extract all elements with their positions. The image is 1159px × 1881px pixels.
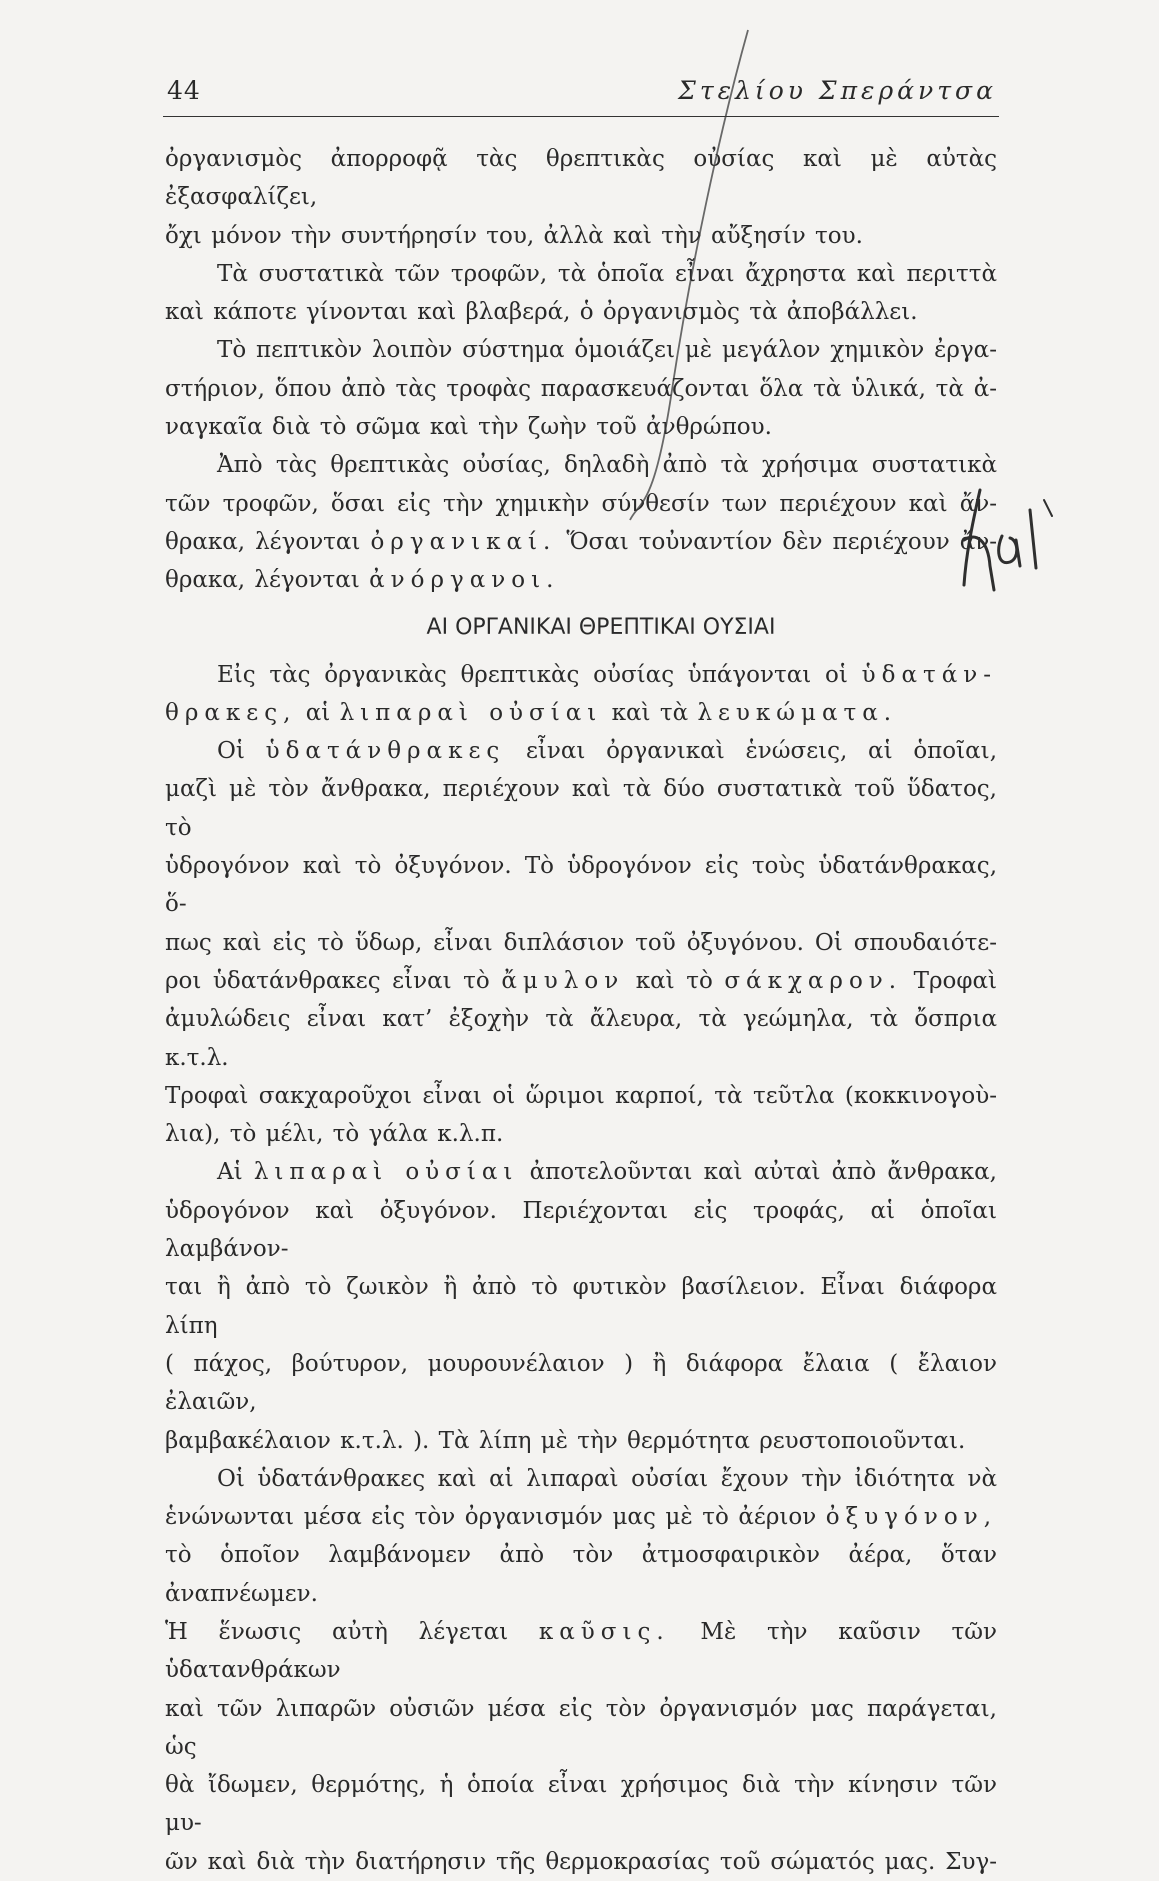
- text-line: στήριον, ὅπου ἀπὸ τὰς τροφὰς παρασκευάζονται ὅλα τὰ ὑλικά, τὰ ἀ-: [165, 375, 997, 402]
- text-run: Οἱ: [217, 738, 245, 765]
- spaced-term: ὑδατάν-: [861, 661, 997, 688]
- text-line: ὄχι μόνον τὴν συντήρησίν του, ἀλλὰ καὶ τὴν αὔξησίν του.: [165, 222, 863, 249]
- text-run: Αἱ: [217, 1159, 243, 1186]
- text-line: [165, 732, 997, 770]
- spaced-term: σάκχαρον.: [724, 967, 903, 994]
- spaced-term: ὑδατάνθρακες: [265, 738, 506, 765]
- text-run: Ἡ ἕνωσις αὐτὴ λέγεται: [165, 1618, 509, 1645]
- text-line: ὑδρογόνον καὶ ὀξυγόνον. Περιέχονται εἰς τροφάς, αἱ ὁποῖαι λαμβάνον-: [165, 1197, 997, 1263]
- text-line: [165, 656, 997, 694]
- running-head: Στελίου Σπεράντσα: [678, 76, 997, 105]
- text-line: τῶν τροφῶν, ὅσαι εἰς τὴν χημικὴν σύνθεσίν των περιέχουν καὶ ἄν-: [165, 490, 997, 517]
- text-run: ἑνώνωνται μέσα εἰς τὸν ὀργανισμόν μας μὲ τὸ ἀέριον: [165, 1504, 817, 1531]
- text-run: εἶναι ὀργανικαὶ ἑνώσεις, αἱ ὁποῖαι,: [525, 738, 998, 765]
- spaced-term: λιπαραὶ οὐσίαι: [253, 1159, 519, 1186]
- text-line: καὶ τῶν λιπαρῶν οὐσιῶν μέσα εἰς τὸν ὀργανισμόν μας παράγεται, ὡς: [165, 1695, 997, 1760]
- text-line: μαζὶ μὲ τὸν ἄνθρακα, περιέχουν καὶ τὰ δύο συστατικὰ τοῦ ὕδατος, τὸ: [165, 776, 997, 841]
- spaced-term: λιπαραὶ οὐσίαι: [339, 699, 603, 726]
- text-run: Ὅσαι τοὐναντίον δὲν περιέχουν ἄν-: [566, 528, 998, 555]
- text-run: θρακα, λέγονται: [165, 528, 361, 555]
- text-run: καὶ τὰ: [611, 699, 689, 726]
- page-header: [163, 70, 999, 117]
- text-line: [165, 962, 997, 1000]
- text-line: Ἀπὸ τὰς θρεπτικὰς οὐσίας, δηλαδὴ ἀπὸ τὰ χρήσιμα συστατικὰ: [217, 452, 997, 479]
- text-line: ῶν καὶ διὰ τὴν διατήρησιν τῆς θερμοκρασίας τοῦ σώματός μας. Συγ-: [165, 1848, 997, 1875]
- text-line: [165, 694, 997, 732]
- spaced-term: ὀξυγόνον,: [825, 1504, 998, 1531]
- text-line: καὶ κάποτε γίνονται καὶ βλαβερά, ὁ ὀργανισμὸς τὰ ἀποβάλλει.: [165, 299, 918, 326]
- text-line: πως καὶ εἰς τὸ ὕδωρ, εἶναι διπλάσιον τοῦ ὀξυγόνου. Οἱ σπουδαιότε-: [165, 929, 997, 956]
- text-line: θὰ ἴδωμεν, θερμότης, ἡ ὁποία εἶναι χρήσιμος διὰ τὴν κίνησιν τῶν μυ-: [165, 1772, 997, 1837]
- spaced-term: λευκώματα.: [697, 699, 898, 726]
- text-run: ροι ὑδατάνθρακες εἶναι τὸ: [165, 967, 490, 994]
- text-run: Μὲ τὴν καῦσιν τῶν ὑδατανθράκων: [165, 1618, 998, 1684]
- text-run: Εἰς τὰς ὀργανικὰς θρεπτικὰς οὐσίας ὑπάγονται οἱ: [217, 661, 848, 688]
- body-text: [165, 140, 997, 1881]
- text-line: Τροφαὶ σακχαροῦχοι εἶναι οἱ ὥριμοι καρποί, τὰ τεῦτλα (κοκκινογοὺ-: [165, 1082, 997, 1109]
- spaced-term: ὀργανικαί.: [370, 528, 557, 555]
- text-run: αἱ: [305, 699, 331, 726]
- spaced-term: ἀνόργανοι.: [369, 567, 560, 594]
- spaced-term: θρακες,: [165, 699, 297, 726]
- text-line: ἀμυλώδεις εἶναι κατ’ ἐξοχὴν τὰ ἄλευρα, τὰ γεώμηλα, τὰ ὄσπρια κ.τ.λ.: [165, 1006, 997, 1071]
- text-line: τὸ ὁποῖον λαμβάνομεν ἀπὸ τὸν ἀτμοσφαιρικὸν ἀέρα, ὅταν ἀναπνέωμεν.: [165, 1542, 997, 1607]
- text-line: ( πάχος, βούτυρον, μουρουνέλαιον ) ἢ διάφορα ἔλαια ( ἔλαιον ἐλαιῶν,: [165, 1350, 997, 1416]
- section-heading: ΑΙ ΟΡΓΑΝΙΚΑΙ ΘΡΕΠΤΙΚΑΙ ΟΥΣΙΑΙ: [426, 614, 776, 640]
- text-line: [165, 1613, 997, 1690]
- text-line: [165, 1153, 997, 1191]
- text-line: βαμβακέλαιον κ.τ.λ. ). Τὰ λίπη μὲ τὴν θερμότητα ρευστοποιοῦνται.: [165, 1427, 966, 1454]
- text-line: Τὰ συστατικὰ τῶν τροφῶν, τὰ ὁποῖα εἶναι ἄχρηστα καὶ περιττὰ: [217, 260, 997, 287]
- text-run: ἀποτελοῦνται καὶ αὐταὶ ἀπὸ ἄνθρακα,: [529, 1159, 997, 1186]
- text-run: θρακα, λέγονται: [165, 567, 360, 594]
- text-line: ὑδρογόνον καὶ τὸ ὀξυγόνον. Τὸ ὑδρογόνον εἰς τοὺς ὑδατάνθρακας, ὅ-: [165, 853, 997, 918]
- text-line: [165, 523, 997, 561]
- text-line: λια), τὸ μέλι, τὸ γάλα κ.λ.π.: [165, 1121, 504, 1148]
- text-line: Οἱ ὑδατάνθρακες καὶ αἱ λιπαραὶ οὐσίαι ἔχουν τὴν ἰδιότητα νὰ: [217, 1465, 997, 1492]
- text-line: [165, 1498, 997, 1536]
- page-number: 44: [167, 76, 201, 105]
- spaced-term: ἄμυλον: [501, 967, 625, 994]
- text-line: ὀργανισμὸς ἀπορροφᾷ τὰς θρεπτικὰς οὐσίας καὶ μὲ αὐτὰς ἐξασφαλίζει,: [165, 146, 997, 211]
- text-line: [165, 561, 997, 599]
- spaced-term: καῦσις.: [538, 1618, 670, 1645]
- text-run: καὶ τὸ: [635, 967, 713, 994]
- text-line: Τὸ πεπτικὸν λοιπὸν σύστημα ὁμοιάζει μὲ μεγάλον χημικὸν ἐργα-: [217, 337, 997, 364]
- text-run: Τροφαὶ: [913, 967, 998, 994]
- text-line: ται ἢ ἀπὸ τὸ ζωικὸν ἢ ἀπὸ τὸ φυτικὸν βασίλειον. Εἶναι διάφορα λίπη: [165, 1274, 997, 1339]
- text-line: ναγκαῖα διὰ τὸ σῶμα καὶ τὴν ζωὴν τοῦ ἀνθρώπου.: [165, 414, 772, 441]
